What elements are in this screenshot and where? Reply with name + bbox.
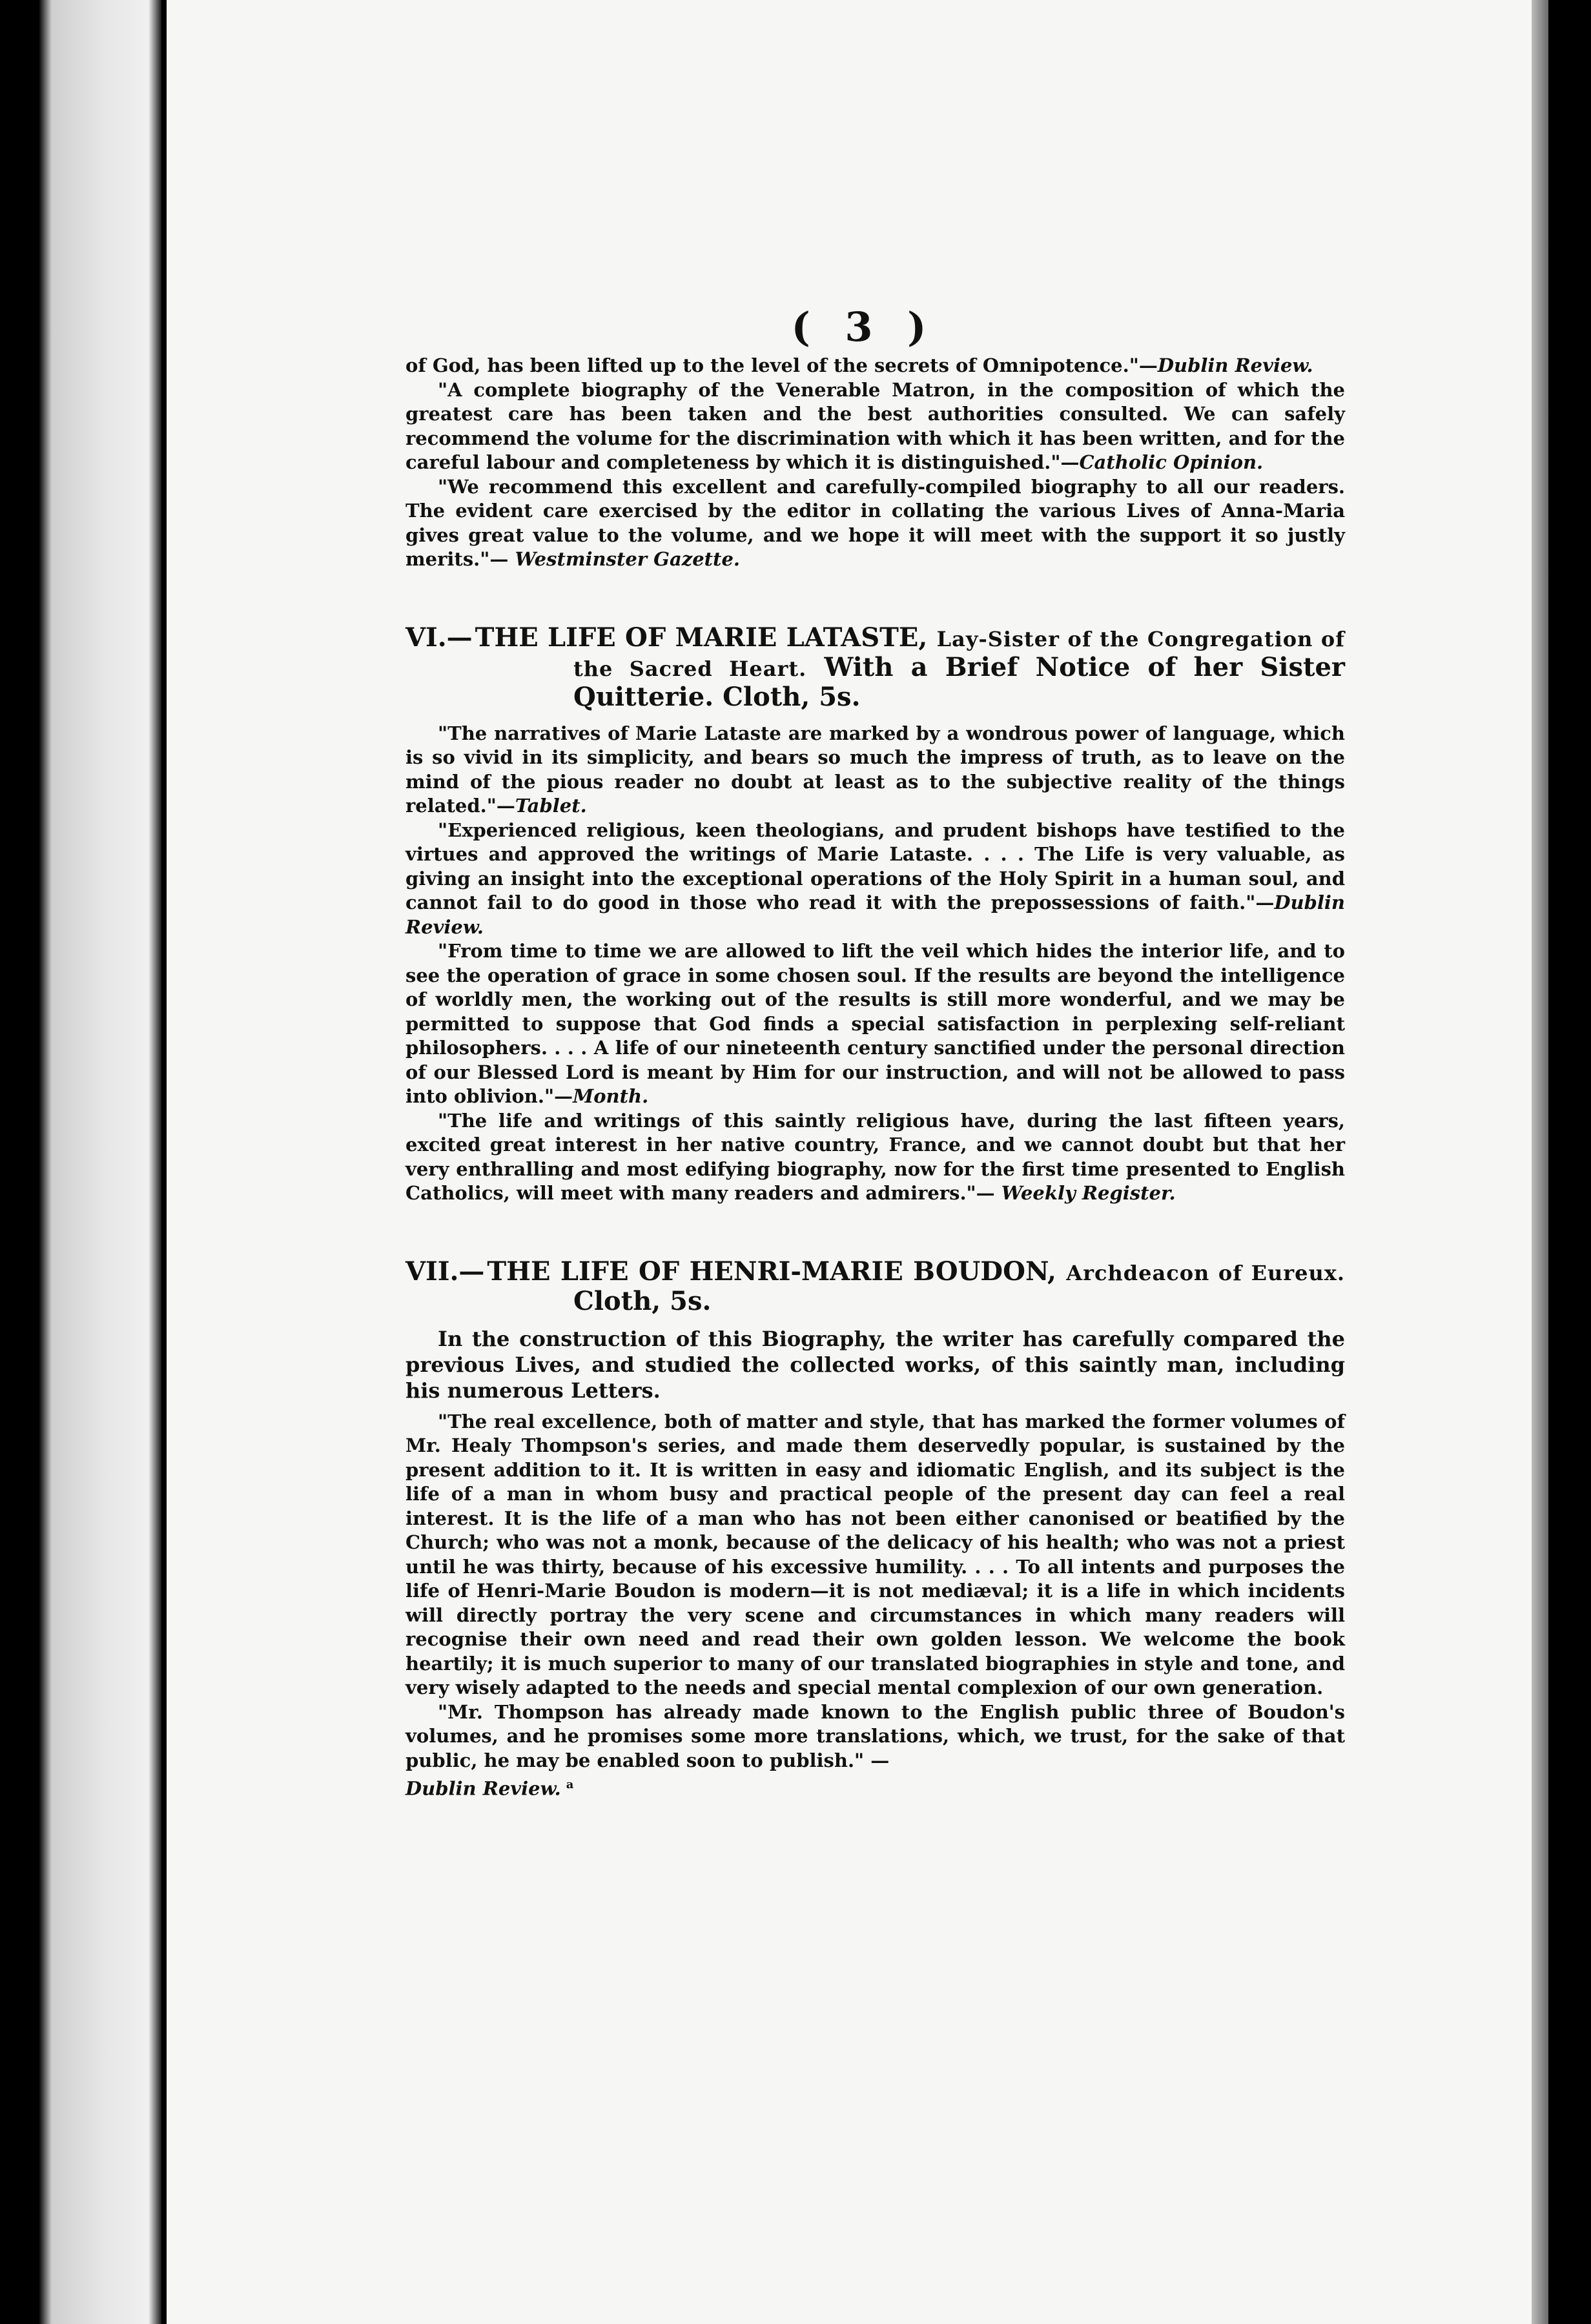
review-source: Dublin Review. [1157, 354, 1313, 376]
section-spacer [405, 572, 1345, 624]
intro-paragraph: of God, has been lifted up to the level of the secrets of Omnipotence."—Dublin Review. [405, 354, 1313, 376]
printer-mark: a [566, 1778, 574, 1791]
section-heading-vi: VI.— THE LIFE OF MARIE LATASTE, Lay-Sister of the Congregation of the Sacred Heart. With a Brief Notice of her Sister Quitterie. Cloth, 5s. [405, 622, 1346, 712]
review-paragraph: "The real excellence, both of matter and style, that has marked the former volumes of Mr. Healy Thompson's series, and made them deservedly popular, is sustained by the present addition to it. It is written in easy and idiomatic English, and its subject is the life of a man in whom busy and practical people of the present day can feel a real interest. It is the life of a man who has not been either canonised or beatified by the Church; who was not a monk, because of the delicacy of his health; who was not a priest until he was thirty, because of his excessive humility. . . . To all intents and purposes the life of Henri-Marie Boudon is modern—it is not mediæval; it is a life in which incidents will directly portray the very scene and circumstances in which many readers will recognise their own need and read their own golden lesson. We welcome the book heartily; it is much superior to many of our translated biographies in style and tone, and very wisely adapted to the needs and special mental complexion of our own generation. [405, 1410, 1345, 1698]
review-paragraph: "The narratives of Marie Lataste are marked by a wondrous power of language, which is so vivid in its simplicity, and bears so much the impress of truth, as to leave on the mind of the pious reader no doubt at least as to the subjective reality of the things related."—Tablet. [405, 722, 1345, 817]
review-source: Dublin Review. [405, 892, 1345, 938]
document-page [167, 0, 1561, 2324]
section-format: Cloth, 5s. [573, 1285, 712, 1316]
review-paragraph: "Mr. Thompson has already made known to the English public three of Boudon's volumes, and he promises some more translations, which, we trust, for the sake of that public, he may be enabled soon to publish." — Dublin Review. $^a$ [405, 1700, 1345, 1800]
review-source: Catholic Opinion. [1079, 451, 1264, 473]
review-source: Month. [573, 1085, 649, 1107]
section-subtitle: Lay-Sister of the Congregation of the Sacred Heart. [573, 626, 1346, 681]
description-paragraph: In the construction of this Biography, the writer has carefully compared the previous Lives, and studied the collected works, of this saintly man, including his numerous Letters. [405, 1326, 1345, 1403]
review-source: Westminster Gazette. [515, 548, 740, 570]
intro-paragraph: "A complete biography of the Venerable Matron, in the composition of which the greatest care has been taken and the best authorities consulted. We can safely recommend the volume for the discrimination with which it has been written, and for the careful labour and completeness by which it is distinguished."—Catholic Opinion. [405, 378, 1345, 473]
intro-paragraph: "We recommend this excellent and carefully-compiled biography to all our readers. The evident care exercised by the editor in collating the various Lives of Anna-Maria gives great value to the volume, and we hope it will meet with the support it so justly merits."— Westminster Gazette. [405, 475, 1345, 570]
section-title: THE LIFE OF MARIE LATASTE, [475, 622, 928, 653]
section-heading-vii: VII.— THE LIFE OF HENRI-MARIE BOUDON, Archdeacon of Eureux. Cloth, 5s. [405, 1256, 1345, 1316]
review-source: Tablet. [515, 795, 587, 817]
section-spacer [405, 1206, 1345, 1258]
adjacent-page-edge [0, 0, 161, 2324]
review-paragraph: "Experienced religious, keen theologians, and prudent bishops have testified to the virtues and approved the writings of Marie Lataste. . . . The Life is very valuable, as giving an insight into the exceptional operations of the Holy Spirit in a human soul, and cannot fail to do good in those who read it with the prepossessions of faith."—Dublin Review. [405, 819, 1345, 938]
section-title: THE LIFE OF HENRI-MARIE BOUDON, [487, 1256, 1056, 1287]
review-source: Weekly Register. [1001, 1182, 1176, 1204]
review-paragraph: "From time to time we are allowed to lift the veil which hides the interior life, and to see the operation of grace in some chosen soul. If the results are beyond the intelligence of worldly men, the working out of the results is still more wonderful, and we may be permitted to suppose that God finds a special satisfaction in perplexing self-reliant philosophers. . . . A life of our nineteenth century sanctified under the personal direction of our Blessed Lord is meant by Him for our instruction, and will not be allowed to pass into oblivion."—Month. [405, 940, 1345, 1107]
review-paragraph: "The life and writings of this saintly religious have, during the last fifteen years, excited great interest in her native country, France, and we cannot doubt but that her very enthralling and most edifying biography, now for the first time presented to English Catholics, will meet with many readers and admirers."— Weekly Register. [405, 1109, 1345, 1204]
page-number: ( 3 ) [791, 303, 937, 351]
section-format: With a Brief Notice of her Sister Quitterie. Cloth, 5s. [573, 651, 1345, 712]
page-body [405, 354, 1345, 1801]
section-subtitle: Archdeacon of Eureux. [1066, 1260, 1345, 1285]
review-source: Dublin Review. [405, 1777, 561, 1800]
paragraph-spacer [405, 1403, 1345, 1410]
